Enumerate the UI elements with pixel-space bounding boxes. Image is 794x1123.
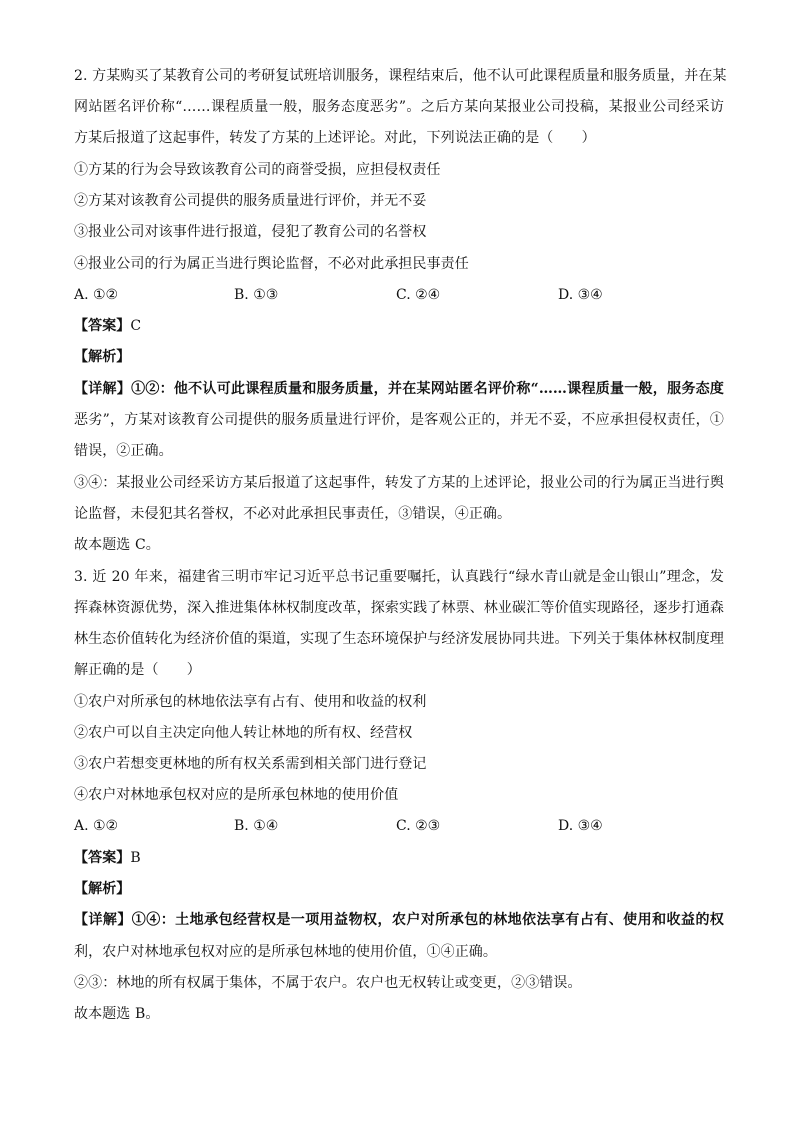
q3-stem-line-1: 3. 近 20 年来，福建省三明市牢记习近平总书记重要嘱托，认真践行“绿水青山就是金山银山”理念，发 [74,569,724,585]
q3-stem-line-3: 林生态价值转化为经济价值的渠道，实现了生态环境保护与经济发展协同共进。下列关于集体林权制度理 [74,631,724,647]
q2-answer-label: 【答案】 [74,318,131,334]
q2-answer [74,316,724,336]
q2-statement-1: ①方某的行为会导致该教育公司的商誉受损，应担侵权责任 [74,162,441,178]
q2-detail-line-2: 恶劣”，方某对该教育公司提供的服务质量进行评价，是客观公正的，并无不妥，不应承担侵权责任，① [74,412,724,428]
q2-statement-4: ④报业公司的行为属正当进行舆论监督，不必对此承担民事责任 [74,256,469,272]
q2-option-b: B. ①③ [234,287,279,303]
q2-detail-line-5: 论监督，未侵犯其名誉权，不必对此承担民事责任，③错误，④正确。 [74,506,512,522]
q3-option-b: B. ①④ [234,818,279,834]
q2-statement-3: ③报业公司对该事件进行报道，侵犯了教育公司的名誉权 [74,224,427,240]
q2-answer-value: C [130,318,142,334]
q3-stem-line-2: 挥森林资源优势，深入推进集体林权制度改革，探索实践了林票、林业碳汇等价值实现路径，逐步打通森 [74,600,724,616]
q2-option-c: C. ②④ [396,287,441,303]
q3-detail-line-3: ②③：林地的所有权属于集体，不属于农户。农户也无权转让或变更，②③错误。 [74,975,582,991]
q2-option-a: A. ①② [74,287,119,303]
q3-answer-value: B [130,850,141,866]
q3-analysis-label: 【解析】 [74,881,131,897]
q3-conclusion: 故本题选 B。 [74,1006,160,1022]
q2-detail-line-3: 错误，②正确。 [74,443,173,459]
q2-stem-line-2: 网站匿名评价称“……课程质量一般，服务态度恶劣”。之后方某向某报业公司投稿，某报业公司经采访 [74,99,724,115]
q3-statement-1: ①农户对所承包的林地依法享有占有、使用和收益的权利 [74,694,427,710]
q3-statement-2: ②农户可以自主决定向他人转让林地的所有权、经营权 [74,725,413,741]
q3-option-d: D. ③④ [558,818,603,834]
q2-conclusion: 故本题选 C。 [74,537,160,553]
q3-option-a: A. ①② [74,818,119,834]
q2-detail-line-1: 【详解】①②：他不认可此课程质量和服务质量，并在某网站匿名评价称“……课程质量一般，服务态度 [74,381,724,397]
q3-detail-line-1: 【详解】①④：土地承包经营权是一项用益物权，农户对所承包的林地依法享有占有、使用和收益的权 [74,912,724,928]
q2-option-d: D. ③④ [558,287,603,303]
q3-statement-3: ③农户若想变更林地的所有权关系需到相关部门进行登记 [74,756,427,772]
q2-statement-2: ②方某对该教育公司提供的服务质量进行评价，并无不妥 [74,193,427,209]
q3-statement-4: ④农户对林地承包权对应的是所承包林地的使用价值 [74,787,399,803]
q3-answer [74,848,724,868]
q3-detail-line-2: 利，农户对林地承包权对应的是所承包林地的使用价值，①④正确。 [74,944,497,960]
q3-option-c: C. ②③ [396,818,441,834]
q3-stem-line-4: 解正确的是（ ） [74,662,201,678]
q2-stem-line-3: 方某后报道了这起事件，转发了方某的上述评论。对此，下列说法正确的是（ ） [74,130,596,146]
q2-detail-line-4: ③④：某报业公司经采访方某后报道了这起事件，转发了方某的上述评论，报业公司的行为属正当进行舆 [74,475,724,491]
q3-answer-label: 【答案】 [74,850,131,866]
q2-analysis-label: 【解析】 [74,349,131,365]
q2-stem-line-1: 2. 方某购买了某教育公司的考研复试班培训服务，课程结束后，他不认可此课程质量和服务质量，并在某 [74,68,727,84]
